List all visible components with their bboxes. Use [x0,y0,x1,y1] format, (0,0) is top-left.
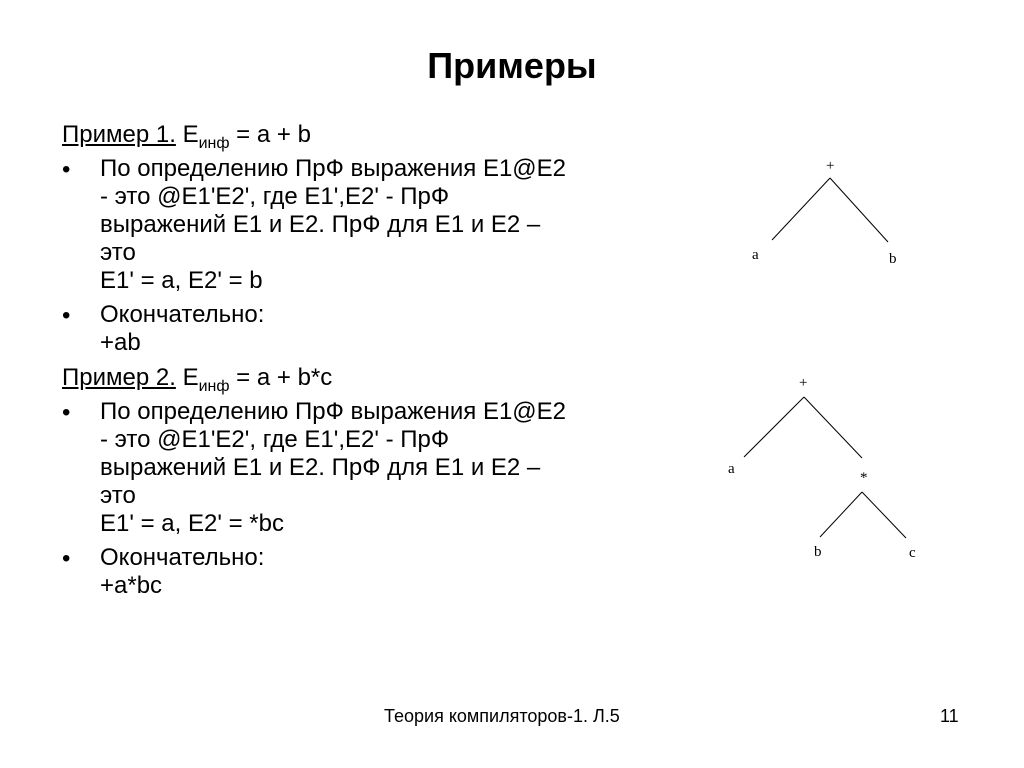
example-2-def-line-5: E1' = a, E2' = *bc [100,510,284,537]
tree-1-left-node: a [752,247,759,263]
tree-2 [728,375,916,561]
example-1-expr-rest: = a + b [229,121,311,148]
tree-2-edge-right-right [862,492,906,538]
example-2-result-value: +a*bc [100,572,163,599]
example-2-def-line-4: это [100,482,136,509]
tree-1-root-node: + [826,158,835,174]
example-1-def-line-1: По определению ПрФ выражения E1@E2 [100,155,567,182]
slide-title: Примеры [427,45,597,86]
tree-1 [752,158,897,267]
example-2-result-label: Окончательно: [100,544,265,571]
example-2-def-line-2: - это @E1'E2', где E1',E2' - ПрФ [100,426,450,453]
example-2-expr-subscript: инф [198,378,230,395]
bullet-marker: • [62,302,71,329]
page-number: 11 [940,706,959,726]
example-1-result-label: Окончательно: [100,301,265,328]
tree-1-edge-right [830,178,888,242]
bullet-marker: • [62,399,71,426]
tree-2-left-node: a [728,461,735,477]
tree-1-right-node: b [889,251,897,267]
tree-2-edge-right-left [820,492,862,537]
example-1-def-line-3: выражений E1 и E2. ПрФ для E1 и E2 – [100,211,541,238]
tree-2-right-left-node: b [814,544,822,560]
tree-2-right-right-node: c [909,545,916,561]
tree-2-right-node: * [860,470,868,486]
tree-2-edge-left [744,397,804,457]
example-1-def-line-4: это [100,239,136,266]
example-1-result-value: +ab [100,329,141,356]
example-2-label: Пример 2. [62,364,176,391]
bullet-marker: • [62,545,71,572]
example-1-def-line-5: E1' = a, E2' = b [100,267,263,294]
example-1-expr-subscript: инф [198,135,230,152]
example-1-expr-var: E [182,121,199,148]
footer-course-title: Теория компиляторов-1. Л.5 [384,706,620,726]
tree-2-edge-right [804,397,862,458]
example-1-label: Пример 1. [62,121,176,148]
tree-1-edge-left [772,178,830,240]
example-2-expr-rest: = a + b*c [229,364,333,391]
example-2-def-line-3: выражений E1 и E2. ПрФ для E1 и E2 – [100,454,541,481]
example-2-expr-var: E [182,364,199,391]
example-2-def-line-1: По определению ПрФ выражения E1@E2 [100,398,567,425]
tree-2-root-node: + [799,375,808,391]
example-1-def-line-2: - это @E1'E2', где E1',E2' - ПрФ [100,183,450,210]
bullet-marker: • [62,156,71,183]
